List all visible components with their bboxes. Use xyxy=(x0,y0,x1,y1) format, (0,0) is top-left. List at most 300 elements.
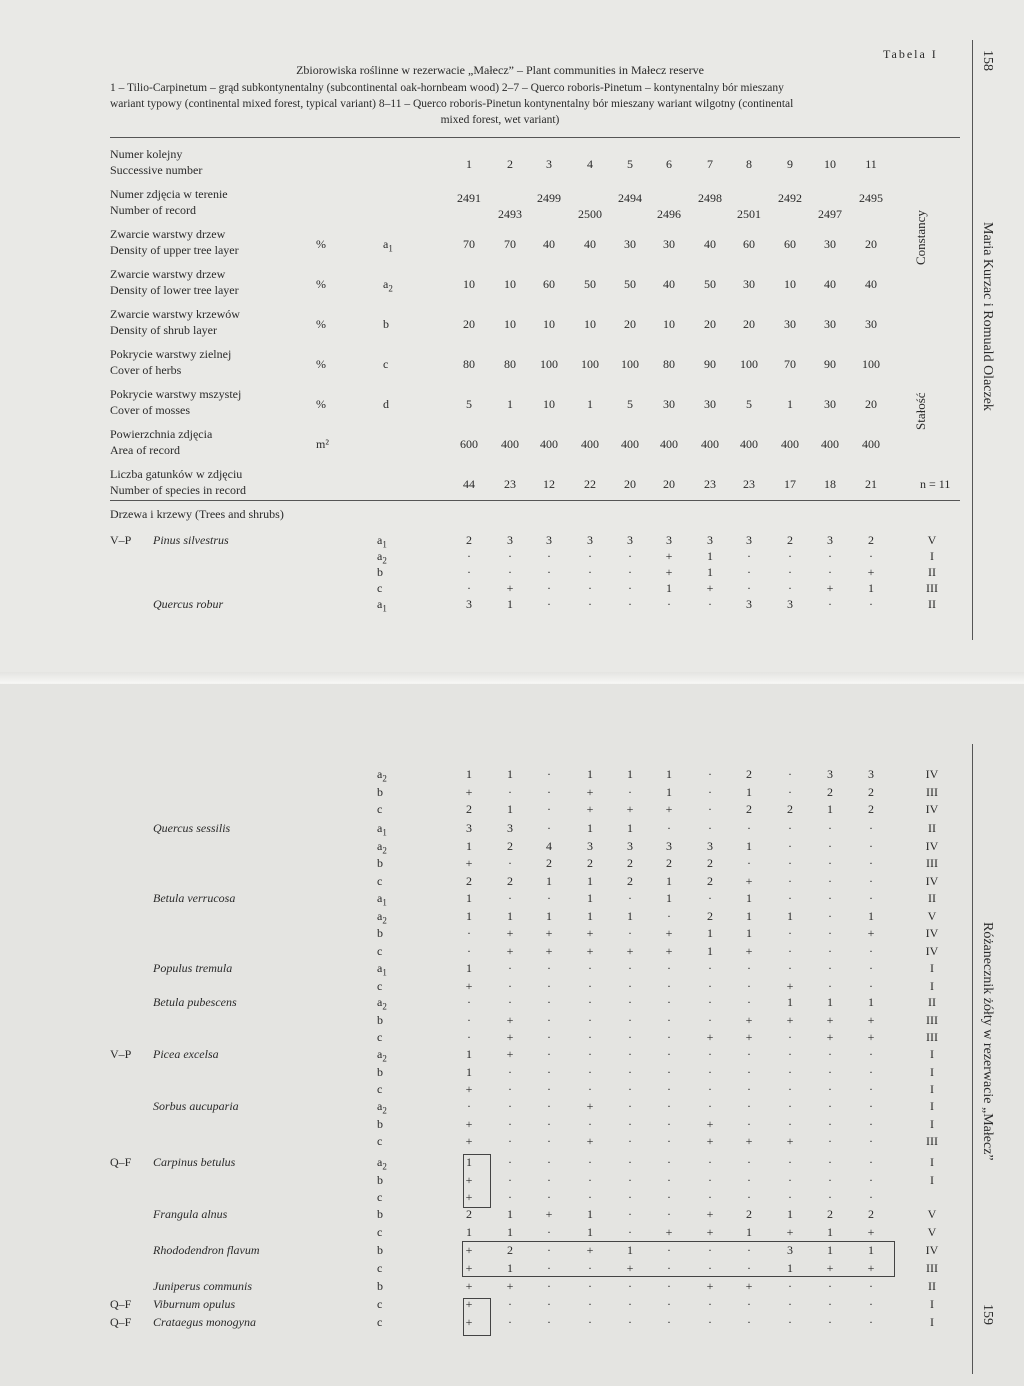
abundance-cell: · xyxy=(788,784,792,799)
header-cell: 80 xyxy=(663,357,675,371)
abundance-cell: 3 xyxy=(827,767,833,781)
abundance-cell: · xyxy=(628,961,632,975)
abundance-cell: + xyxy=(465,1190,473,1204)
layer-code: b xyxy=(377,1172,383,1187)
abundance-cell: + xyxy=(465,1243,473,1257)
abundance-cell: · xyxy=(828,1172,832,1187)
rhododendron-box xyxy=(462,1241,895,1277)
header-cell: 100 xyxy=(862,357,880,371)
abundance-cell: 1 xyxy=(507,1260,513,1275)
abundance-cell: · xyxy=(547,1134,551,1148)
header-cell: 50 xyxy=(624,277,636,291)
header-cell: 20 xyxy=(865,237,877,251)
constancy-cell: II xyxy=(928,821,936,835)
abundance-cell: · xyxy=(628,1116,632,1131)
layer-code: b xyxy=(377,1207,383,1221)
layer-code: b xyxy=(377,1116,383,1131)
abundance-cell: 1 xyxy=(787,1207,793,1221)
abundance-cell: · xyxy=(747,565,751,579)
abundance-cell: 1 xyxy=(746,1224,752,1239)
header-cell: 2498 xyxy=(698,191,722,205)
abundance-cell: · xyxy=(667,1172,671,1187)
abundance-cell: · xyxy=(708,597,712,611)
abundance-cell: · xyxy=(588,1315,592,1329)
abundance-cell: 2 xyxy=(787,802,793,816)
abundance-cell: · xyxy=(708,821,712,835)
abundance-cell: · xyxy=(708,1099,712,1113)
layer-code: $a_2$ xyxy=(377,1155,387,1172)
abundance-cell: · xyxy=(667,1297,671,1311)
header-cell: 17 xyxy=(784,477,796,491)
abundance-cell: · xyxy=(828,1116,832,1131)
constancy-cell: III xyxy=(926,856,938,870)
abundance-cell: · xyxy=(828,565,832,579)
abundance-cell: · xyxy=(547,1260,551,1275)
syntaxon-group: Q–F xyxy=(110,1297,132,1311)
constancy-cell: I xyxy=(930,1297,934,1311)
abundance-cell: + xyxy=(586,1134,594,1148)
abundance-cell: · xyxy=(508,1315,512,1329)
abundance-cell: · xyxy=(547,549,551,563)
abundance-cell: · xyxy=(708,978,712,993)
layer-code: c xyxy=(377,1082,383,1096)
abundance-cell: + xyxy=(665,943,673,958)
header-cell: 30 xyxy=(865,317,877,331)
abundance-cell: · xyxy=(588,978,592,993)
carpinus-box xyxy=(463,1154,491,1208)
abundance-cell: + xyxy=(745,1279,753,1293)
abundance-cell: 1 xyxy=(746,908,752,923)
layer-code: $a_2$ xyxy=(377,767,387,784)
abundance-cell: · xyxy=(667,1099,671,1113)
row-label-pl: Liczba gatunków w zdjęciu xyxy=(110,467,243,481)
row-label-en: Successive number xyxy=(110,163,203,177)
abundance-cell: 1 xyxy=(707,943,713,958)
abundance-cell: + xyxy=(506,1279,514,1293)
abundance-cell: · xyxy=(869,1047,873,1061)
abundance-cell: · xyxy=(467,565,471,579)
abundance-cell: 1 xyxy=(466,767,472,781)
abundance-cell: 2 xyxy=(466,1207,472,1221)
abundance-cell: · xyxy=(547,1030,551,1044)
species-name: Picea excelsa xyxy=(153,1047,219,1061)
layer-code: b xyxy=(377,1279,383,1293)
abundance-cell: + xyxy=(826,1012,834,1027)
abundance-cell: 2 xyxy=(707,908,713,923)
abundance-cell: · xyxy=(547,1155,551,1169)
page-number: 159 xyxy=(980,1304,995,1325)
layer-code: b xyxy=(377,565,383,579)
abundance-cell: · xyxy=(788,856,792,870)
abundance-cell: 1 xyxy=(507,1207,513,1221)
abundance-cell: 1 xyxy=(546,873,552,888)
abundance-cell: · xyxy=(747,1315,751,1329)
header-cell: 400 xyxy=(701,437,719,451)
header-cell: 12 xyxy=(543,477,555,491)
abundance-cell: 2 xyxy=(627,873,633,888)
constancy-cell: III xyxy=(926,1012,938,1027)
abundance-cell: · xyxy=(828,961,832,975)
abundance-cell: + xyxy=(465,1297,473,1311)
abundance-cell: + xyxy=(745,873,753,888)
abundance-cell: · xyxy=(628,1082,632,1096)
abundance-cell: 3 xyxy=(827,533,833,547)
constancy-cell: III xyxy=(926,1030,938,1044)
abundance-cell: 1 xyxy=(587,873,593,888)
abundance-cell: · xyxy=(547,1047,551,1061)
abundance-cell: · xyxy=(667,1155,671,1169)
abundance-cell: · xyxy=(508,1155,512,1169)
header-cell: 3 xyxy=(546,157,552,171)
layer-code: c xyxy=(377,873,383,888)
abundance-cell: · xyxy=(667,1116,671,1131)
abundance-cell: 1 xyxy=(627,908,633,923)
abundance-cell: · xyxy=(788,1297,792,1311)
header-cell: 50 xyxy=(704,277,716,291)
constancy-cell: IV xyxy=(925,802,939,816)
abundance-cell: · xyxy=(667,1279,671,1293)
abundance-cell: · xyxy=(869,1116,873,1131)
abundance-cell: 1 xyxy=(587,767,593,781)
header-cell: 30 xyxy=(824,237,836,251)
layer-code: $a_1$ xyxy=(377,533,387,550)
abundance-cell: · xyxy=(869,978,873,993)
constancy-cell: II xyxy=(928,891,936,905)
layer-code: c xyxy=(383,357,389,371)
abundance-cell: + xyxy=(745,1012,753,1027)
abundance-cell: · xyxy=(508,1116,512,1131)
abundance-cell: · xyxy=(508,565,512,579)
page-158 xyxy=(0,0,1024,684)
abundance-cell: · xyxy=(667,1190,671,1204)
constancy-cell: I xyxy=(930,1099,934,1113)
header-cell: 70 xyxy=(463,237,475,251)
abundance-cell: · xyxy=(747,1260,751,1275)
abundance-cell: · xyxy=(508,856,512,870)
abundance-cell: + xyxy=(586,784,594,799)
abundance-cell: 1 xyxy=(507,597,513,611)
abundance-cell: · xyxy=(667,995,671,1009)
header-cell: 20 xyxy=(463,317,475,331)
abundance-cell: · xyxy=(628,549,632,563)
constancy-cell: II xyxy=(928,597,936,611)
abundance-cell: · xyxy=(547,1279,551,1293)
abundance-cell: · xyxy=(869,597,873,611)
header-cell: 9 xyxy=(787,157,793,171)
abundance-cell: 1 xyxy=(666,581,672,595)
species-name: Crataegus monogyna xyxy=(153,1315,256,1329)
header-cell: 60 xyxy=(784,237,796,251)
abundance-cell: 1 xyxy=(466,961,472,975)
abundance-cell: · xyxy=(547,1082,551,1096)
abundance-cell: + xyxy=(465,1279,473,1293)
abundance-cell: 1 xyxy=(546,908,552,923)
abundance-cell: 3 xyxy=(627,533,633,547)
header-cell: 400 xyxy=(581,437,599,451)
abundance-cell: + xyxy=(706,1134,714,1148)
row-label-pl: Numer zdjęcia w terenie xyxy=(110,187,228,201)
row-label-pl: Zwarcie warstwy krzewów xyxy=(110,307,240,321)
constancy-cell: I xyxy=(930,1315,934,1329)
abundance-cell: · xyxy=(547,1297,551,1311)
abundance-cell: · xyxy=(708,1155,712,1169)
header-cell: 10 xyxy=(663,317,675,331)
abundance-cell: 3 xyxy=(787,597,793,611)
constancy-cell: V xyxy=(927,1224,937,1239)
header-cell: 1 xyxy=(787,397,793,411)
header-cell: 90 xyxy=(704,357,716,371)
header-cell: 30 xyxy=(824,397,836,411)
abundance-cell: 2 xyxy=(868,802,874,816)
abundance-cell: + xyxy=(626,1260,634,1275)
header-cell: 50 xyxy=(584,277,596,291)
header-cell: 100 xyxy=(740,357,758,371)
abundance-cell: · xyxy=(708,1260,712,1275)
abundance-cell: · xyxy=(547,821,551,835)
page-number: 158 xyxy=(980,50,995,71)
layer-code: $a_1$ xyxy=(383,237,393,254)
abundance-cell: · xyxy=(828,1190,832,1204)
abundance-cell: · xyxy=(828,856,832,870)
abundance-cell: + xyxy=(465,1172,473,1187)
header-cell: 1 xyxy=(466,157,472,171)
constancy-cell: III xyxy=(926,1134,938,1148)
layer-code: $a_2$ xyxy=(377,838,387,855)
abundance-cell: · xyxy=(508,978,512,993)
abundance-cell: · xyxy=(869,1155,873,1169)
header-cell: 30 xyxy=(824,317,836,331)
header-cell: 10 xyxy=(584,317,596,331)
abundance-cell: · xyxy=(708,995,712,1009)
abundance-cell: · xyxy=(747,549,751,563)
abundance-cell: · xyxy=(828,943,832,958)
abundance-cell: + xyxy=(867,1030,875,1044)
layer-code: c xyxy=(377,1134,383,1148)
abundance-cell: · xyxy=(828,873,832,888)
abundance-cell: · xyxy=(588,995,592,1009)
abundance-cell: · xyxy=(747,1155,751,1169)
abundance-cell: · xyxy=(628,581,632,595)
abundance-cell: · xyxy=(588,1279,592,1293)
species-name: Quercus robur xyxy=(153,597,224,611)
layer-code: c xyxy=(377,1190,383,1204)
abundance-cell: + xyxy=(786,1012,794,1027)
row-label-pl: Pokrycie warstwy zielnej xyxy=(110,347,232,361)
layer-code: b xyxy=(377,784,383,799)
abundance-cell: · xyxy=(747,1172,751,1187)
abundance-cell: · xyxy=(708,767,712,781)
abundance-cell: · xyxy=(788,549,792,563)
layer-code: $a_2$ xyxy=(377,549,387,566)
abundance-cell: · xyxy=(828,891,832,905)
species-name: Betula verrucosa xyxy=(153,891,236,905)
abundance-cell: · xyxy=(788,961,792,975)
abundance-cell: · xyxy=(788,1155,792,1169)
header-cell: 21 xyxy=(865,477,877,491)
header-cell: 2494 xyxy=(618,191,642,205)
header-cell: 60 xyxy=(743,237,755,251)
abundance-cell: · xyxy=(667,1064,671,1079)
abundance-cell: · xyxy=(547,1012,551,1027)
constancy-label-en: Constancy xyxy=(913,210,928,265)
abundance-cell: + xyxy=(586,1099,594,1113)
abundance-cell: · xyxy=(508,784,512,799)
abundance-cell: · xyxy=(788,1047,792,1061)
abundance-cell: + xyxy=(826,1030,834,1044)
row-label-en: Number of species in record xyxy=(110,483,246,497)
abundance-cell: 2 xyxy=(507,1243,513,1257)
header-cell: 10 xyxy=(543,397,555,411)
abundance-cell: 1 xyxy=(466,1047,472,1061)
abundance-cell: + xyxy=(706,1030,714,1044)
header-cell: 22 xyxy=(584,477,596,491)
abundance-cell: 3 xyxy=(546,533,552,547)
abundance-cell: + xyxy=(626,943,634,958)
abundance-cell: · xyxy=(747,1082,751,1096)
constancy-cell: II xyxy=(928,565,936,579)
constancy-cell: IV xyxy=(925,1243,939,1257)
abundance-cell: 1 xyxy=(707,565,713,579)
header-cell: 40 xyxy=(543,237,555,251)
abundance-cell: · xyxy=(467,943,471,958)
abundance-cell: · xyxy=(547,767,551,781)
abundance-cell: + xyxy=(706,581,714,595)
layer-code: $a_2$ xyxy=(383,277,393,294)
abundance-cell: · xyxy=(869,891,873,905)
layer-code: b xyxy=(377,1064,383,1079)
abundance-cell: + xyxy=(867,565,875,579)
layer-code: c xyxy=(377,581,383,595)
abundance-cell: 1 xyxy=(587,1224,593,1239)
abundance-cell: 1 xyxy=(466,1064,472,1079)
abundance-cell: 2 xyxy=(466,802,472,816)
abundance-cell: · xyxy=(508,549,512,563)
header-cell: 80 xyxy=(463,357,475,371)
abundance-cell: · xyxy=(747,995,751,1009)
abundance-cell: + xyxy=(745,1134,753,1148)
abundance-cell: 1 xyxy=(707,549,713,563)
abundance-cell: 3 xyxy=(627,838,633,853)
abundance-cell: · xyxy=(588,565,592,579)
abundance-cell: · xyxy=(828,597,832,611)
header-cell: 80 xyxy=(504,357,516,371)
species-name: Rhododendron flavum xyxy=(153,1243,260,1257)
abundance-cell: 2 xyxy=(546,856,552,870)
header-cell: 5 xyxy=(466,397,472,411)
abundance-cell: · xyxy=(869,873,873,888)
abundance-cell: + xyxy=(465,1134,473,1148)
abundance-cell: + xyxy=(826,1260,834,1275)
abundance-cell: · xyxy=(747,581,751,595)
abundance-cell: · xyxy=(708,784,712,799)
abundance-cell: · xyxy=(467,549,471,563)
header-cell: 6 xyxy=(666,157,672,171)
abundance-cell: + xyxy=(545,1207,553,1221)
header-cell: 2499 xyxy=(537,191,561,205)
abundance-cell: 3 xyxy=(587,838,593,853)
header-cell: 400 xyxy=(621,437,639,451)
layer-code: b xyxy=(377,926,383,940)
abundance-cell: 1 xyxy=(666,784,672,799)
abundance-cell: + xyxy=(745,1030,753,1044)
header-cell: 100 xyxy=(540,357,558,371)
abundance-cell: 1 xyxy=(587,908,593,923)
header-cell: 40 xyxy=(865,277,877,291)
abundance-cell: · xyxy=(547,891,551,905)
abundance-cell: 2 xyxy=(507,873,513,888)
abundance-cell: + xyxy=(465,1082,473,1096)
layer-code: $a_1$ xyxy=(377,821,387,838)
abundance-cell: 3 xyxy=(787,1243,793,1257)
layer-code: $a_1$ xyxy=(377,597,387,614)
header-cell: 10 xyxy=(824,157,836,171)
abundance-cell: 1 xyxy=(666,891,672,905)
row-label-en: Cover of herbs xyxy=(110,363,182,377)
abundance-cell: · xyxy=(667,1315,671,1329)
abundance-cell: + xyxy=(665,1224,673,1239)
header-cell: 30 xyxy=(663,237,675,251)
abundance-cell: · xyxy=(628,1099,632,1113)
abundance-cell: 1 xyxy=(868,908,874,923)
abundance-cell: + xyxy=(465,1315,473,1329)
abundance-cell: · xyxy=(588,1190,592,1204)
abundance-cell: + xyxy=(586,926,594,940)
header-cell: 2500 xyxy=(578,207,602,221)
constancy-cell: IV xyxy=(925,943,939,958)
abundance-cell: · xyxy=(628,1064,632,1079)
abundance-cell: · xyxy=(869,821,873,835)
abundance-cell: 1 xyxy=(666,767,672,781)
layer-code: d xyxy=(383,397,389,411)
abundance-cell: · xyxy=(547,784,551,799)
abundance-cell: · xyxy=(788,891,792,905)
abundance-cell: 1 xyxy=(466,1155,472,1169)
layer-code: b xyxy=(377,856,383,870)
abundance-cell: 2 xyxy=(746,767,752,781)
constancy-cell: V xyxy=(927,533,937,547)
abundance-cell: · xyxy=(828,908,832,923)
header-cell: 30 xyxy=(624,237,636,251)
page-159 xyxy=(0,684,1024,1386)
species-name: Sorbus aucuparia xyxy=(153,1099,239,1113)
constancy-cell: III xyxy=(926,581,938,595)
abundance-cell: · xyxy=(547,802,551,816)
header-cell: 400 xyxy=(862,437,880,451)
header-cell: 44 xyxy=(463,477,475,491)
abundance-cell: · xyxy=(508,891,512,905)
layer-code: c xyxy=(377,1224,383,1239)
layer-code: $a_1$ xyxy=(377,891,387,908)
abundance-cell: 1 xyxy=(746,784,752,799)
abundance-cell: 2 xyxy=(868,1207,874,1221)
species-name: Frangula alnus xyxy=(153,1207,228,1221)
abundance-cell: · xyxy=(869,1082,873,1096)
abundance-cell: · xyxy=(747,1190,751,1204)
abundance-cell: · xyxy=(547,961,551,975)
abundance-cell: · xyxy=(588,1172,592,1187)
header-cell: 20 xyxy=(624,317,636,331)
abundance-cell: + xyxy=(786,1134,794,1148)
header-cell: 5 xyxy=(627,397,633,411)
header-cell: 2496 xyxy=(657,207,681,221)
constancy-cell: IV xyxy=(925,767,939,781)
row-label-pl: Powierzchnia zdjęcia xyxy=(110,427,213,441)
header-cell: 60 xyxy=(543,277,555,291)
abundance-cell: · xyxy=(628,1224,632,1239)
abundance-cell: · xyxy=(828,1099,832,1113)
header-cell: 40 xyxy=(704,237,716,251)
abundance-cell: · xyxy=(708,1047,712,1061)
